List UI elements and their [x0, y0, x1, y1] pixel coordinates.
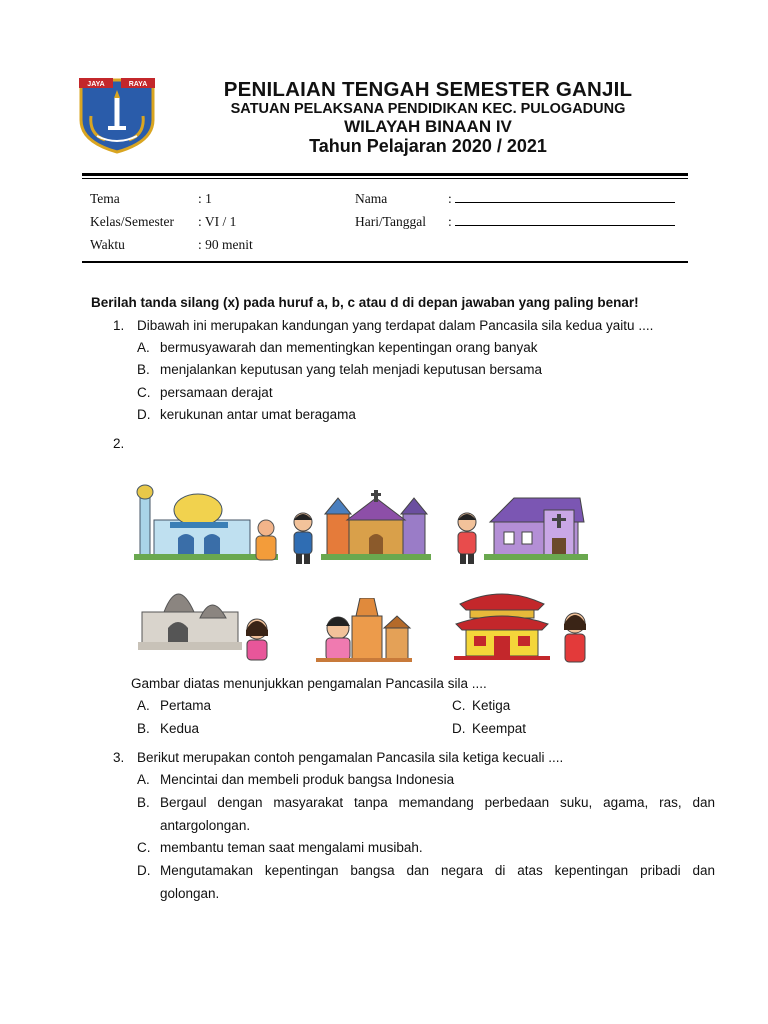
- child-praying-3-illustration: [242, 618, 272, 662]
- q2-option-d-letter[interactable]: D.: [452, 721, 466, 736]
- q1-option-a-text: bermusyawarah dan mementingkan kepentingan orang banyak: [160, 340, 538, 355]
- academic-year: Tahun Pelajaran 2020 / 2021: [309, 136, 547, 156]
- nama-label: Nama: [355, 191, 388, 206]
- kelas-value: : VI / 1: [198, 214, 237, 229]
- header-divider-thin: [82, 178, 688, 179]
- q3-option-d-text-line2: golongan.: [160, 886, 220, 901]
- waktu-value: : 90 menit: [198, 237, 253, 252]
- q2-option-a-letter[interactable]: A.: [137, 698, 150, 713]
- hari-colon: :: [448, 214, 452, 229]
- q3-option-c-letter[interactable]: C.: [137, 840, 151, 855]
- q2-option-d-text: Keempat: [472, 721, 527, 736]
- hari-label: Hari/Tanggal: [355, 214, 427, 229]
- chapel-illustration: [484, 492, 588, 560]
- q1-option-c-letter[interactable]: C.: [137, 385, 151, 400]
- mosque-illustration: [134, 482, 278, 562]
- q3-option-a-text: Mencintai dan membeli produk bangsa Indonesia: [160, 772, 455, 787]
- question-3-text: Berikut merupakan contoh pengamalan Pancasila sila ketiga kecuali ....: [137, 750, 564, 765]
- q3-option-b-letter[interactable]: B.: [137, 795, 150, 810]
- child-praying-1-illustration: [290, 512, 316, 564]
- q2-option-b-text: Kedua: [160, 721, 200, 736]
- q2-option-c-letter[interactable]: C.: [452, 698, 466, 713]
- church-illustration: [321, 490, 431, 560]
- waktu-label: Waktu: [90, 237, 125, 252]
- q3-option-b-text-line2: antargolongan.: [160, 818, 251, 833]
- info-divider: [82, 261, 688, 263]
- question-1-number: 1.: [113, 318, 125, 333]
- q3-option-c-text: membantu teman saat mengalami musibah.: [160, 840, 423, 855]
- q1-option-d-letter[interactable]: D.: [137, 407, 151, 422]
- child-praying-4-illustration: [560, 612, 590, 664]
- q1-option-a-letter[interactable]: A.: [137, 340, 150, 355]
- nama-blank[interactable]: [455, 191, 675, 203]
- question-2-number: 2.: [113, 436, 125, 451]
- dki-jakarta-emblem: [75, 76, 159, 154]
- child-praying-2-illustration: [454, 512, 480, 564]
- q2-option-b-letter[interactable]: B.: [137, 721, 150, 736]
- q2-option-a-text: Pertama: [160, 698, 212, 713]
- hari-blank[interactable]: [455, 214, 675, 226]
- question-3-number: 3.: [113, 750, 125, 765]
- question-1-text: Dibawah ini merupakan kandungan yang terdapat dalam Pancasila sila kedua yaitu ....: [137, 318, 654, 333]
- q1-option-b-text: menjalankan keputusan yang telah menjadi keputusan bersama: [160, 362, 543, 377]
- tema-value: : 1: [198, 191, 212, 206]
- logo-banner-right: RAYA: [128, 81, 148, 88]
- header-divider: [82, 173, 688, 176]
- q1-option-c-text: persamaan derajat: [160, 385, 273, 400]
- page-area: WILAYAH BINAAN IV: [344, 117, 512, 136]
- q2-option-c-text: Ketiga: [472, 698, 511, 713]
- nama-colon: :: [448, 191, 452, 206]
- question-2-text: Gambar diatas menunjukkan pengamalan Pancasila sila ....: [131, 676, 487, 691]
- q3-option-a-letter[interactable]: A.: [137, 772, 150, 787]
- page-title: PENILAIAN TENGAH SEMESTER GANJIL: [223, 78, 633, 101]
- nama-field[interactable]: [448, 191, 675, 207]
- q3-option-b-text-line1: Bergaul dengan masyarakat tanpa memandang perbedaan suku, agama, ras, dan: [160, 795, 715, 810]
- chinese-temple-illustration: [454, 584, 550, 660]
- q3-option-d-text-line1: Mengutamakan kepentingan bangsa dan negara di atas kepentingan pribadi dan: [160, 863, 715, 878]
- logo-banner-left: JAYA: [87, 81, 105, 88]
- hindu-temple-illustration: [316, 598, 412, 662]
- temple-illustration: [138, 578, 242, 650]
- tema-label: Tema: [90, 191, 120, 206]
- kelas-label: Kelas/Semester: [90, 214, 174, 229]
- page-subtitle: SATUAN PELAKSANA PENDIDIKAN KEC. PULOGADUNG: [230, 101, 626, 117]
- q3-option-d-letter[interactable]: D.: [137, 863, 151, 878]
- q1-option-b-letter[interactable]: B.: [137, 362, 150, 377]
- instruction: Berilah tanda silang (x) pada huruf a, b, c atau d di depan jawaban yang paling benar!: [91, 295, 639, 310]
- hari-field[interactable]: [448, 214, 675, 230]
- q1-option-d-text: kerukunan antar umat beragama: [160, 407, 356, 422]
